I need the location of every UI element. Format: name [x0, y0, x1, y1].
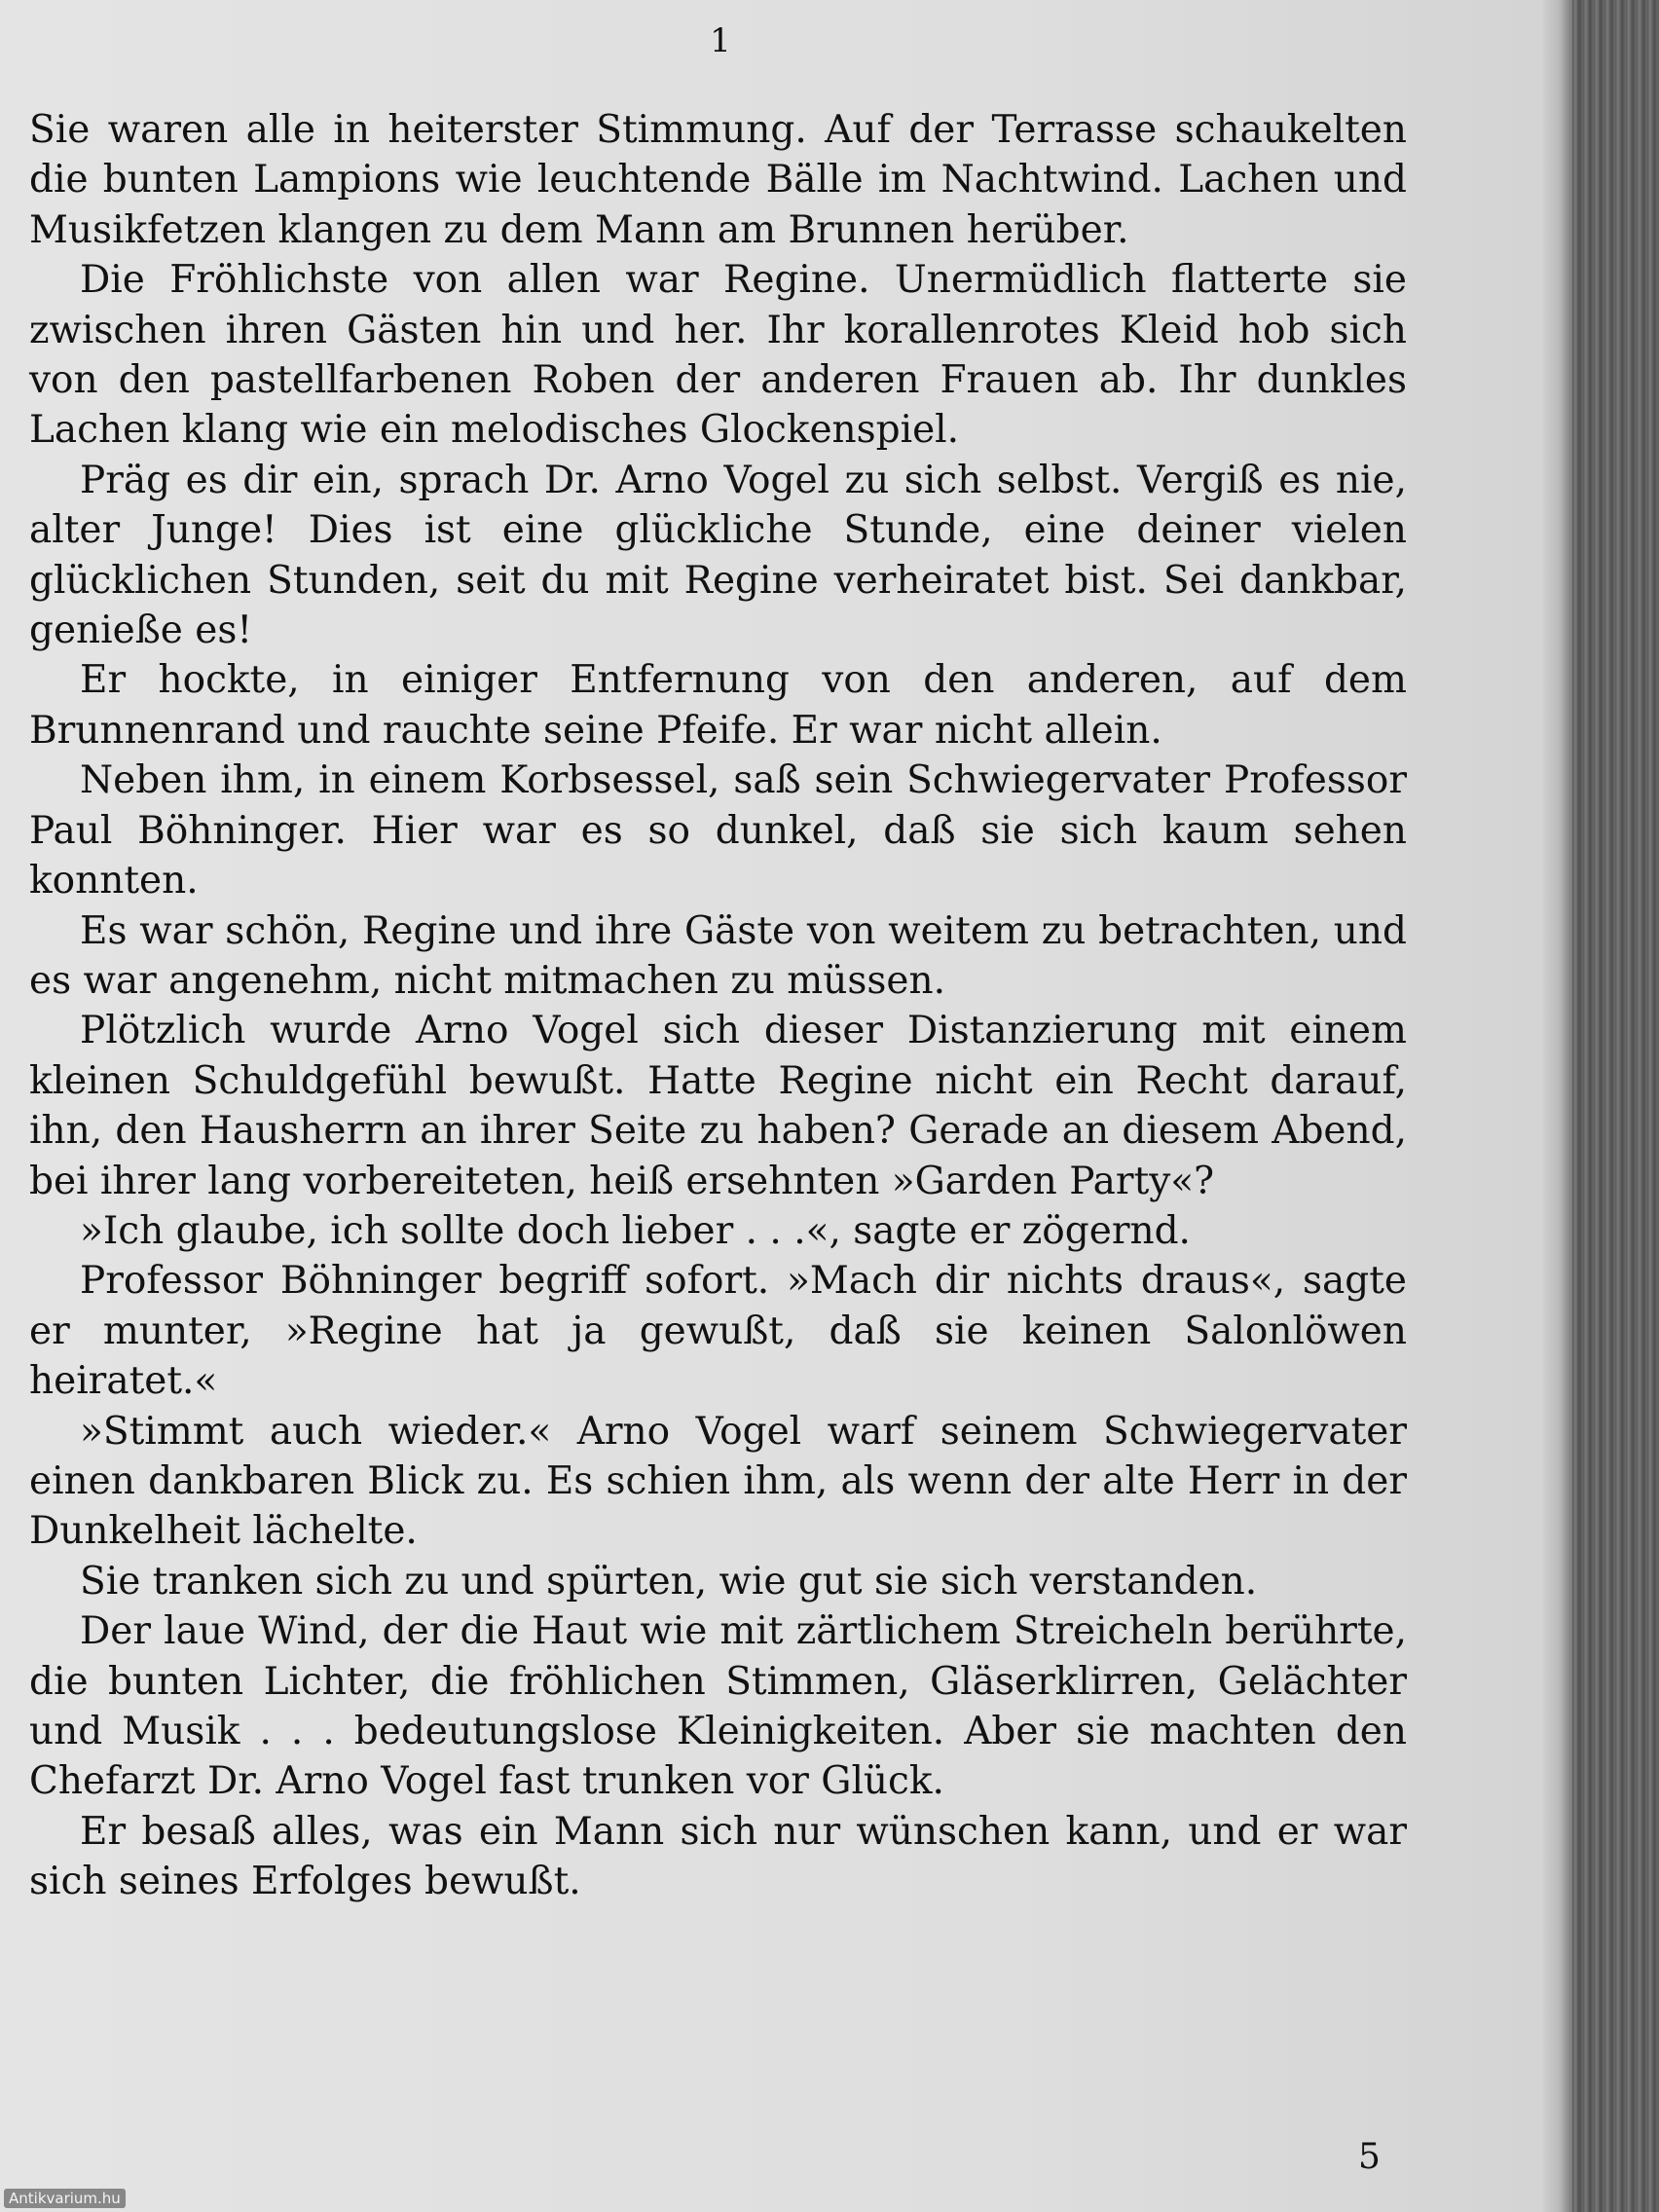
paragraph: Professor Böhninger begriff sofort. »Mach dir nichts draus«, sagte er munter, »Regine hat ja gewußt, daß sie keinen Salonlöwen heiratet.« — [29, 1259, 1407, 1404]
page-number: 5 — [1358, 2137, 1381, 2177]
paragraph: Es war schön, Regine und ihre Gäste von weitem zu betrachten, und es war angenehm, nicht mitmachen zu müssen. — [29, 908, 1407, 1003]
paragraph: Der laue Wind, der die Haut wie mit zärtlichem Streicheln berührte, die bunten Lichter, die fröhlichen Stimmen, Gläserklirren, Gelächter und Musik . . . bedeutungslose Kleinigkeiten. Aber sie machten den Chefarzt Dr. Arno Vogel fast trunken vor Glück. — [29, 1609, 1407, 1804]
paragraph: Sie waren alle in heiterster Stimmung. Auf der Terrasse schaukelten die bunten Lampions wie leuchtende Bälle im Nachtwind. Lachen und Musikfetzen klangen zu dem Mann am Brunnen herüber. — [29, 108, 1407, 252]
paragraph: »Stimmt auch wieder.« Arno Vogel warf seinem Schwiegervater einen dankbaren Blick zu. Es schien ihm, als wenn der alte Herr in der Dunkelheit lächelte. — [29, 1409, 1407, 1554]
paragraph: Präg es dir ein, sprach Dr. Arno Vogel zu sich selbst. Vergiß es nie, alter Junge! Dies ist eine glückliche Stunde, eine deiner vielen glücklichen Stunden, seit du mit Regine verheiratet bist. Sei dankbar, genieße es! — [29, 458, 1407, 653]
background-board — [1572, 0, 1659, 2212]
paragraph: Plötzlich wurde Arno Vogel sich dieser Distanzierung mit einem kleinen Schuldgefühl bewußt. Hatte Regine nicht ein Recht darauf, ihn, den Hausherrn an ihrer Seite zu haben? Gerade an diesem Abend, bei ihrer lang vorbereiteten, heiß ersehnten »Garden Party«? — [29, 1009, 1407, 1203]
body-text — [29, 105, 1407, 1907]
paragraph: Er besaß alles, was ein Mann sich nur wünschen kann, und er war sich seines Erfolges bewußt. — [29, 1809, 1407, 1904]
paragraph: Sie tranken sich zu und spürten, wie gut sie sich verstanden. — [80, 1559, 1258, 1604]
paragraph: Neben ihm, in einem Korbsessel, saß sein Schwiegervater Professor Paul Böhninger. Hier war es so dunkel, daß sie sich kaum sehen konnten. — [29, 758, 1407, 903]
paragraph: Die Fröhlichste von allen war Regine. Unermüdlich flatterte sie zwischen ihren Gästen hin und her. Ihr korallenrotes Kleid hob sich von den pastellfarbenen Roben der anderen Frauen ab. Ihr dunkles Lachen klang wie ein melodisches Glockenspiel. — [29, 258, 1407, 453]
paragraph: Er hockte, in einiger Entfernung von den anderen, auf dem Brunnenrand und rauchte seine Pfeife. Er war nicht allein. — [29, 658, 1407, 753]
paragraph: »Ich glaube, ich sollte doch lieber . . .«, sagte er zögernd. — [80, 1208, 1191, 1253]
watermark: Antikvarium.hu — [4, 2189, 126, 2208]
chapter-number: 1 — [710, 21, 731, 60]
